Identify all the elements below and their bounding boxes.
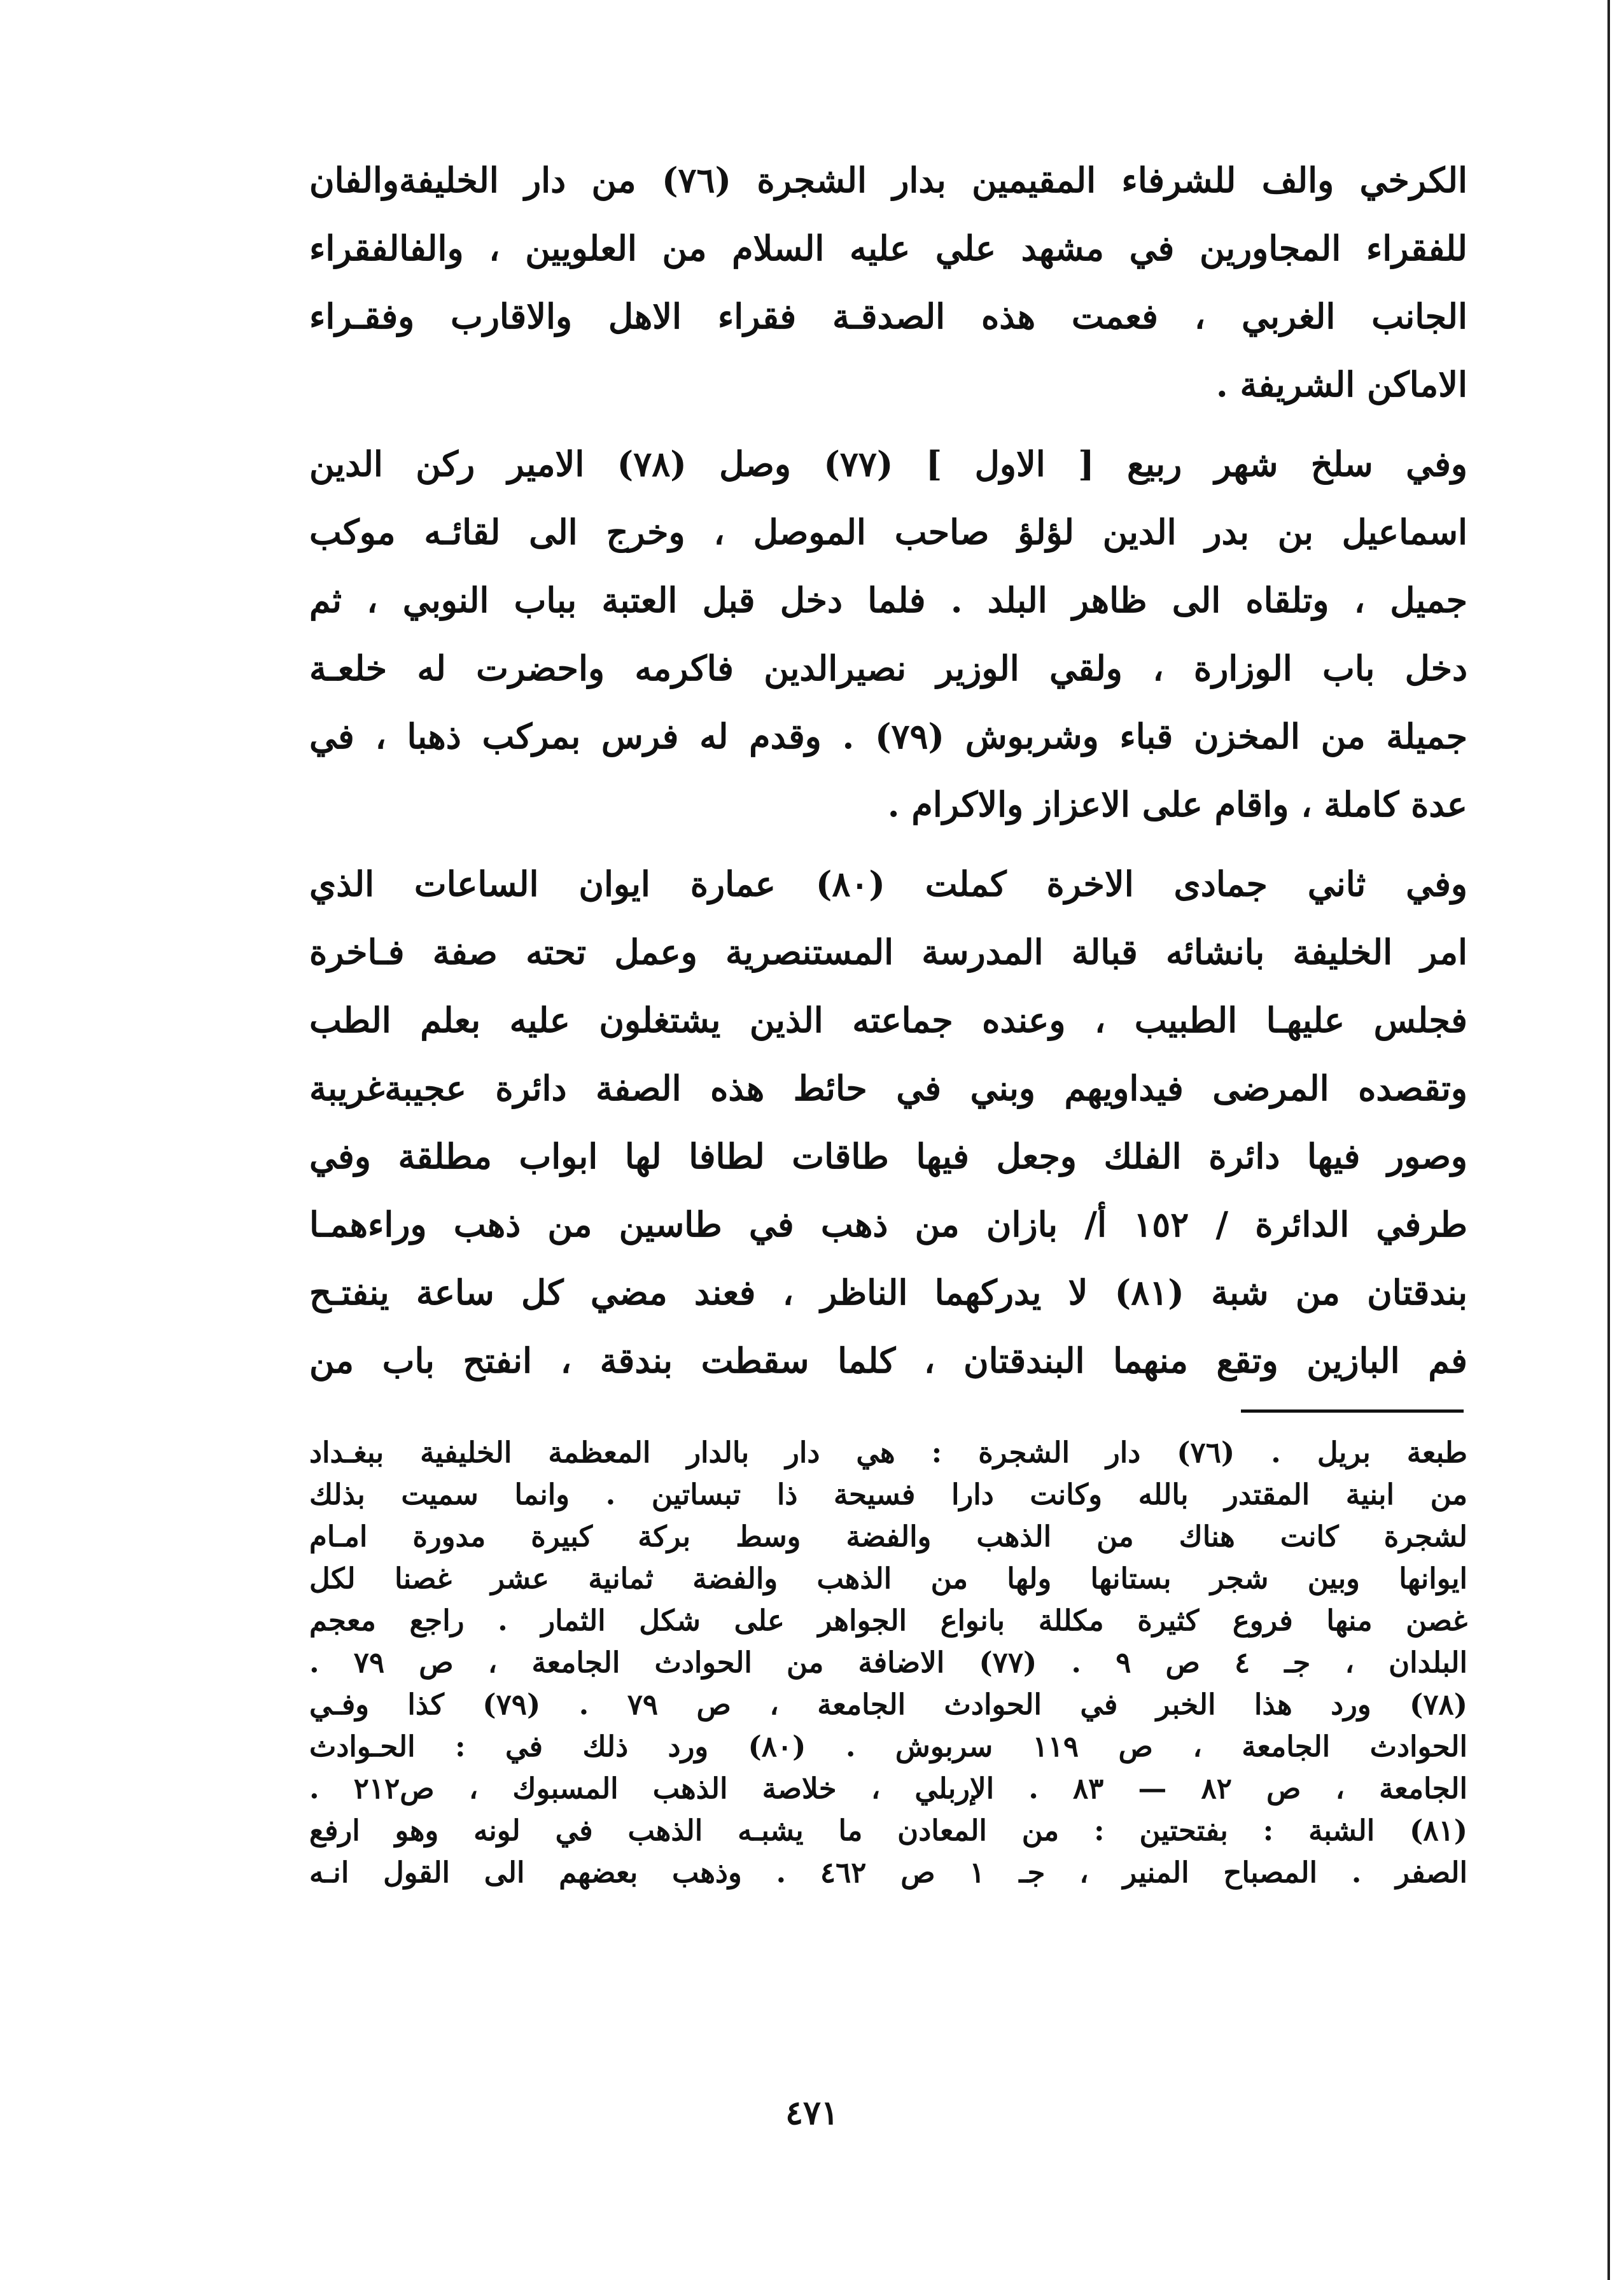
text-line: بندقتان من شبة (٨١) لا يدركهما الناظر ، فعند مضي كل ساعة ينفتـح [309,1272,1467,1313]
text-line: وتقصده المرضى فيداويهم وبني في حائط هذه الصفة دائرة عجيبةغريبة [309,1068,1467,1109]
footnote-line: (٧٨) ورد هذا الخبر في الحوادث الجامعة ، ص ٧٩ . (٧٩) كذا وفـي [309,1688,1467,1721]
footnotes [309,1432,1467,1894]
footnote-line: الحوادث الجامعة ، ص ١١٩ سربوش . (٨٠) ورد ذلك في : الحـوادث [309,1730,1467,1763]
page-number: ٤٧١ [785,2094,839,2132]
text-line: وفي ثاني جمادى الاخرة كملت (٨٠) عمارة ايوان الساعات الذي [309,864,1467,904]
main-text [309,146,1467,1395]
text-line: دخل باب الوزارة ، ولقي الوزير نصيرالدين فاكرمه واحضرت له خلعـة [309,648,1467,689]
text-line: وصور فيها دائرة الفلك وجعل فيها طاقات لطافا لها ابواب مطلقة وفي [309,1136,1467,1177]
footnote-separator-rule [1241,1409,1464,1413]
text-line: عدة كاملة ، واقام على الاعزاز والاكرام . [887,784,1467,825]
text-line: الجانب الغربي ، فعمت هذه الصدقـة فقراء الاهل والاقارب وفقـراء [309,296,1467,337]
paragraph-2 [309,430,1467,839]
text-line: اسماعيل بن بدر الدين لؤلؤ صاحب الموصل ، وخرج الى لقائـه موكب [309,512,1467,552]
paragraph-1 [309,146,1467,419]
footnote-line: من ابنية المقتدر بالله وكانت دارا فسيحة ذا تبساتين . وانما سميت بذلك [309,1478,1467,1511]
text-line: وفي سلخ شهر ربيع [ الاول ] (٧٧) وصل (٧٨) الامير ركن الدين [309,444,1467,484]
footnote-line: الصفر . المصباح المنير ، جـ ١ ص ٤٦٢ . وذهب بعضهم الى القول انـه [309,1856,1467,1889]
page-edge-border [1607,0,1610,2280]
text-line: فجلس عليهـا الطبيب ، وعنده جماعته الذين يشتغلون عليه بعلم الطب [309,1000,1467,1040]
text-line: فم البازين وتقع منهما البندقتان ، كلما سقطت بندقة ، انفتح باب من [309,1340,1467,1381]
footnote-line: الجامعة ، ص ٨٢ — ٨٣ . الإربلي ، خلاصة الذهب المسبوك ، ص٢١٢ . [309,1772,1467,1805]
text-line: للفقراء المجاورين في مشهد علي عليه السلام من العلويين ، والفالفقراء [309,228,1467,269]
text-line: الاماكن الشريفة . [1215,364,1467,405]
text-line: الكرخي والف للشرفاء المقيمين بدار الشجرة (٧٦) من دار الخليفةوالفان [309,160,1467,200]
footnote-line: طبعة بريل . (٧٦) دار الشجرة : هي دار بالدار المعظمة الخليفية ببغـداد [309,1436,1467,1469]
text-line: جميلة من المخزن قباء وشربوش (٧٩) . وقدم له فرس بمركب ذهبا ، في [309,716,1467,757]
footnote-line: لشجرة كانت هناك من الذهب والفضة وسط بركة كبيرة مدورة امـام [309,1520,1467,1553]
footnote-line: البلدان ، جـ ٤ ص ٩ . (٧٧) الاضافة من الحوادث الجامعة ، ص ٧٩ . [309,1646,1467,1679]
paragraph-3 [309,850,1467,1395]
text-line: امر الخليفة بانشائه قبالة المدرسة المستنصرية وعمل تحته صفة فـاخرة [309,932,1467,972]
footnote-line: غصن منها فروع كثيرة مكللة بانواع الجواهر على شكل الثمار . راجع معجم [309,1604,1467,1637]
footnote-line: (٨١) الشبة : بفتحتين : من المعادن ما يشبـه الذهب في لونه وهو ارفع [309,1814,1467,1847]
footnote-line: ايوانها وبين شجر بستانها ولها من الذهب والفضة ثمانية عشر غصنا لكل [309,1562,1467,1595]
text-line: طرفي الدائرة / ١٥٢ أ/ بازان من ذهب في طاسين من ذهب وراءهمـا [309,1204,1467,1245]
text-line: جميل ، وتلقاه الى ظاهر البلد . فلما دخل قبل العتبة بباب النوبي ، ثم [309,580,1467,620]
